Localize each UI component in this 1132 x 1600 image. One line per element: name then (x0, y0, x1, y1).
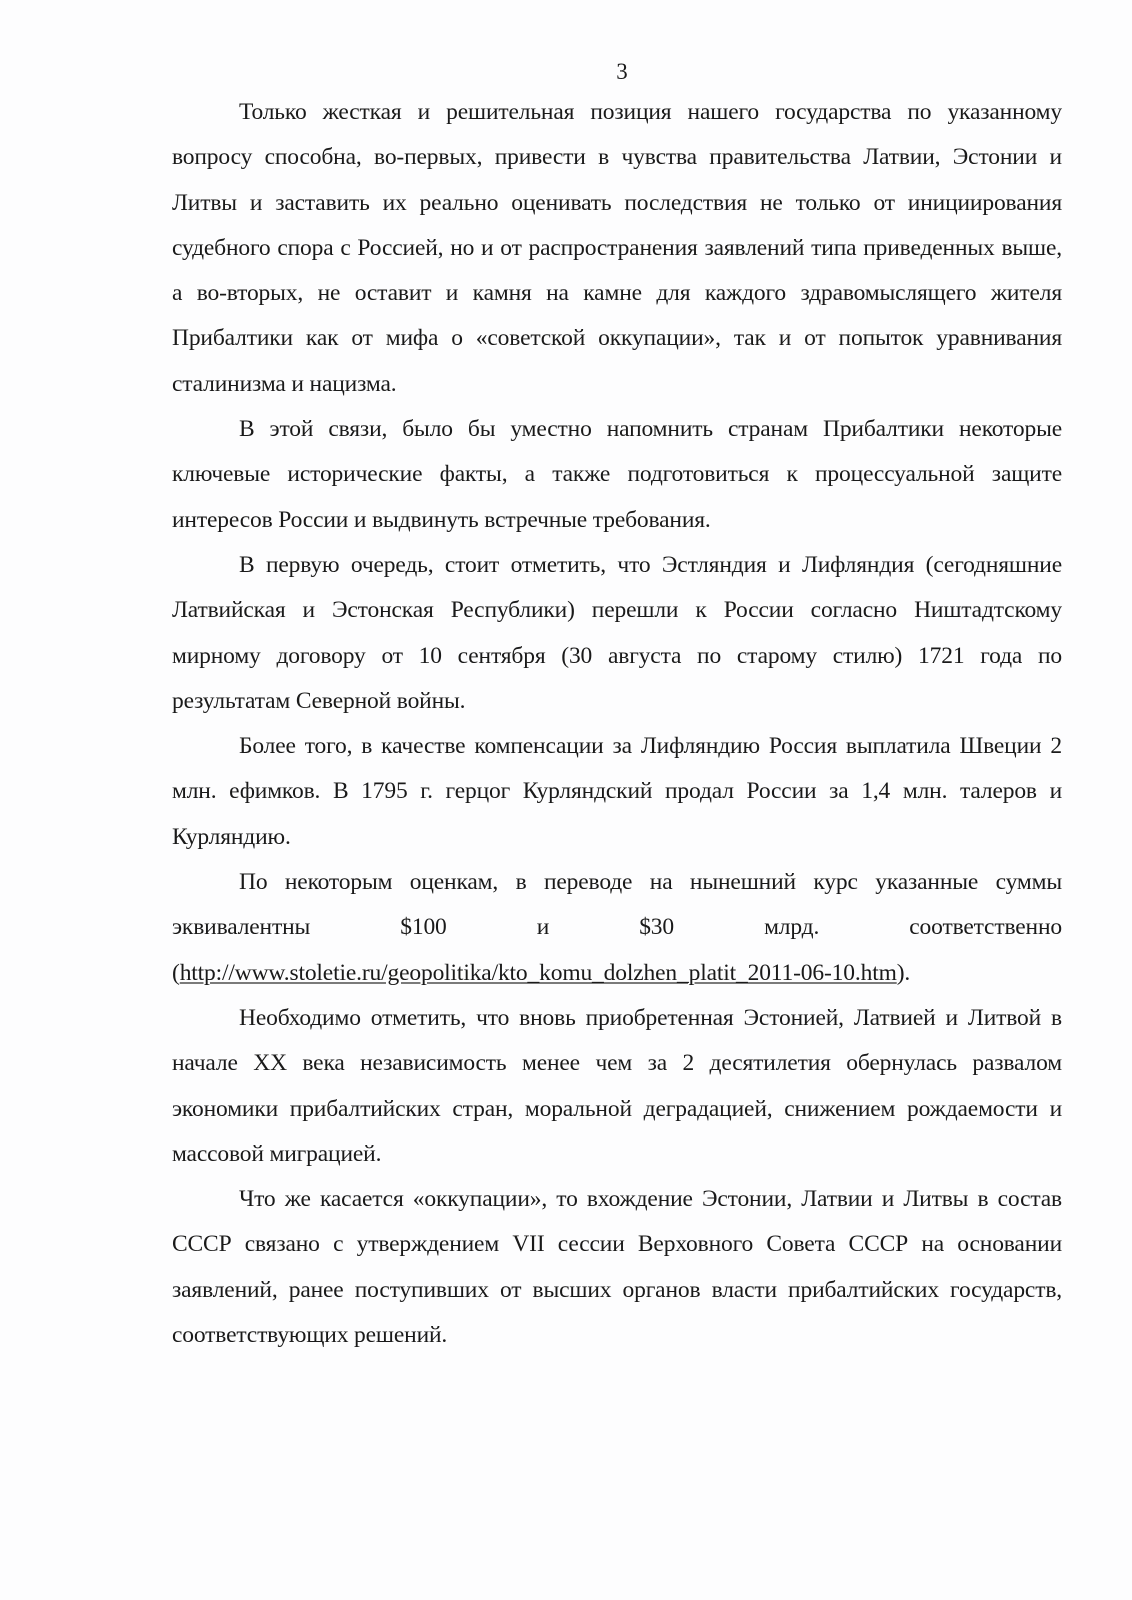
paragraph-estimates (172, 860, 1062, 996)
paragraph-compensation: Более того, в качестве компенсации за Лифляндию Россия выплатила Швеции 2 млн. ефимков. В 1795 г. герцог Курляндский продал России за 1,4 млн. талеров и Курляндию. (172, 733, 1062, 850)
paragraph-occupation: Что же касается «оккупации», то вхождение Эстонии, Латвии и Литвы в состав СССР связано с утверждением VII сессии Верховного Совета СССР на основании заявлений, ранее поступивших от высших органов власти прибалтийских государств, соответствующих решений. (172, 1186, 1062, 1349)
paragraph-historical-facts: В этой связи, было бы уместно напомнить странам Прибалтики некоторые ключевые исторические факты, а также подготовиться к процессуальной защите интересов России и выдвинуть встречные требования. (172, 416, 1062, 533)
paragraph-independence: Необходимо отметить, что вновь приобретенная Эстонией, Латвией и Литвой в начале XX века независимость менее чем за 2 десятилетия обернулась развалом экономики прибалтийских стран, моральной деградацией, снижением рождаемости и массовой миграцией. (172, 1004, 1062, 1167)
source-link[interactable]: http://www.stoletie.ru/geopolitika/kto_komu_dolzhen_platit_2011-06-10.htm (179, 959, 897, 986)
paragraph-firm-position: Только жесткая и решительная позиция нашего государства по указанному вопросу способна, во-первых, привести в чувства правительства Латвии, Эстонии и Литвы и заставить их реально оценивать последствия не только от инициирования судебного спора с Россией, но и от распространения заявлений типа приведенных выше, а во-вторых, не оставит и камня на камне для каждого здравомыслящего жителя Прибалтики как от мифа о «советской оккупации», так и от попыток уравнивания сталинизма и нацизма. (172, 99, 1062, 397)
paragraph-nystad-treaty: В первую очередь, стоит отметить, что Эстляндия и Лифляндия (сегодняшние Латвийская и Эстонская Республики) перешли к России согласно Ништадтскому мирному договору от 10 сентября (30 августа по старому стилю) 1721 года по результатам Северной войны. (172, 551, 1062, 714)
estimates-text-end: ). (896, 959, 911, 986)
estimates-text: По некоторым оценкам, в переводе на нынешний курс указанные суммы эквивалентны $100 и $30 млрд. соответственно ( (172, 869, 1062, 986)
document-page (172, 54, 1062, 1358)
page-number: 3 (616, 59, 628, 84)
